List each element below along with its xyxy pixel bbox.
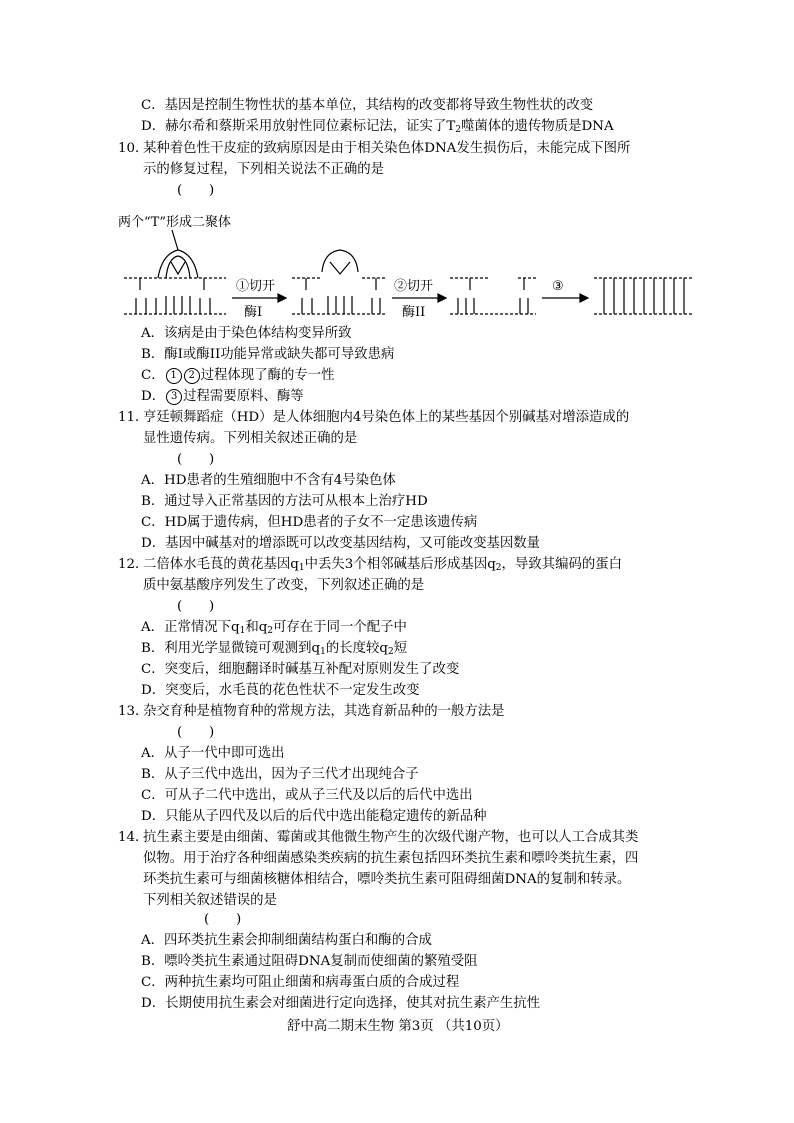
q11-stem-line1: 亨廷顿舞蹈症（HD）是人体细胞内4号染色体上的某些基因个别碱基对增添造成的: [143, 410, 630, 425]
q14-stem-line4: 下列相关叙述错误的是: [143, 893, 277, 908]
q12-answer-paren: ( ): [177, 599, 215, 614]
q10-answer-paren: ( ): [177, 183, 215, 198]
q14-option-b: B．嘌呤类抗生素通过阻碍DNA复制而使细菌的繁殖受阻: [141, 954, 478, 969]
q10-stem-line1: 某种着色性干皮症的致病原因是由于相关染色体DNA发生损伤后，未能完成下图所: [143, 141, 631, 156]
q10-option-d: D． 3 过程需要原料、酶等: [141, 389, 304, 404]
q14-stem-line3: 环类抗生素可与细菌核糖体相结合，嘌呤类抗生素可阻碍细菌DNA的复制和转录。: [143, 872, 631, 887]
q12-option-c: C．突变后，细胞翻译时碱基互补配对原则发生了改变: [141, 662, 460, 677]
step1-arrow: [232, 294, 286, 302]
q12-option-b: B．利用光学显微镜可观测到$q_1$的长度较$q_2$短: [141, 641, 408, 657]
step2-label: ②切开: [394, 279, 434, 294]
q12-option-d: D．突变后，水毛茛的花色性状不一定发生改变: [141, 683, 420, 698]
q10-option-a: A．该病是由于染色体结构变异所致: [141, 326, 352, 341]
q9-option-d: D．赫尔希和蔡斯采用放射性同位素标记法，证实了$T_2$噬菌体的遗传物质是DNA: [141, 119, 614, 135]
q13-option-d: D．只能从子四代及以后的后代中选出能稳定遗传的新品种: [141, 809, 487, 824]
q11-option-d: D．基因中碱基对的增添既可以改变基因结构，又可能改变基因数量: [141, 536, 541, 551]
dna-repair-diagram: [118, 206, 698, 326]
dimer-label: 两个“T”形成二聚体: [118, 215, 231, 230]
q11-option-b: B．通过导入正常基因的方法可从根本上治疗HD: [141, 494, 428, 509]
q11-stem-line2: 显性遗传病。下列相关叙述正确的是: [143, 431, 358, 446]
excised-fragment: [322, 250, 358, 272]
enzyme2-label: 酶II: [402, 305, 426, 320]
q12-stem-line1: 二倍体水毛茛的黄花基因$q_1$中丢失3个相邻碱基后形成基因$q_2$，导致其编码的蛋白: [143, 557, 623, 573]
q13-answer-paren: ( ): [177, 725, 215, 740]
q14-stem-line2: 似物。用于治疗各种细菌感染类疾病的抗生素包括四环类抗生素和嘌呤类抗生素，四: [143, 851, 639, 866]
panel1-lower-bases: [166, 296, 190, 314]
q13-option-c: C．可从子二代中选出，或从子三代及以后的后代中选出: [141, 788, 473, 803]
q10-option-b: B．酶I或酶II功能异常或缺失都可导致患病: [141, 347, 395, 362]
q12-stem-line2: 质中氨基酸序列发生了改变，下列叙述正确的是: [143, 578, 425, 593]
q10-number: 10．: [118, 141, 149, 156]
q13-option-b: B．从子三代中选出，因为子三代才出现纯合子: [141, 767, 419, 782]
q14-number: 14．: [118, 830, 149, 845]
q11-answer-paren: ( ): [177, 452, 215, 467]
step3-label: ③: [552, 279, 564, 294]
step3-arrow: [542, 294, 588, 302]
q12-number: 12．: [118, 557, 149, 572]
enzyme1-label: 酶I: [244, 305, 263, 320]
q13-stem-line1: 杂交育种是植物育种的常规方法，其选育新品种的一般方法是: [143, 704, 505, 719]
q11-number: 11．: [118, 410, 149, 425]
q9-option-c: C．基因是控制生物性状的基本单位，其结构的改变都将导致生物性状的改变: [141, 98, 594, 113]
q13-option-a: A．从子一代中即可选出: [141, 746, 285, 761]
thymine-dimer: [171, 262, 185, 274]
q14-stem-line1: 抗生素主要是由细菌、霉菌或其他微生物产生的次级代谢产物，也可以人工合成其类: [143, 830, 639, 845]
q14-option-c: C．两种抗生素均可阻止细菌和病毒蛋白质的合成过程: [141, 975, 460, 990]
step1-label: ①切开: [236, 279, 276, 294]
q14-option-a: A．四环类抗生素会抑制细菌结构蛋白和酶的合成: [141, 933, 432, 948]
q14-option-d: D．长期使用抗生素会对细菌进行定向选择，使其对抗生素产生抗性: [141, 996, 541, 1011]
q14-answer-paren: ( ): [204, 912, 242, 927]
panel1-base-pairs: [136, 278, 210, 314]
q10-option-c: C． 1 2 过程体现了酶的专一性: [141, 368, 335, 383]
page-footer: 舒中高二期末生物 第3页 （共10页）: [287, 1019, 509, 1034]
dimer-pointer-line: [172, 230, 178, 250]
q10-stem-line2: 示的修复过程，下列相关说法不正确的是: [143, 162, 385, 177]
q11-option-a: A．HD患者的生殖细胞中不含有4号染色体: [141, 473, 396, 488]
q13-number: 13．: [118, 704, 149, 719]
q11-option-c: C．HD属于遗传病，但HD患者的子女不一定患该遗传病: [141, 515, 478, 530]
q12-option-a: A．正常情况下$q_1$和$q_2$可存在于同一个配子中: [141, 620, 407, 636]
repaired-dna: [594, 278, 692, 314]
step2-arrow: [392, 294, 446, 302]
